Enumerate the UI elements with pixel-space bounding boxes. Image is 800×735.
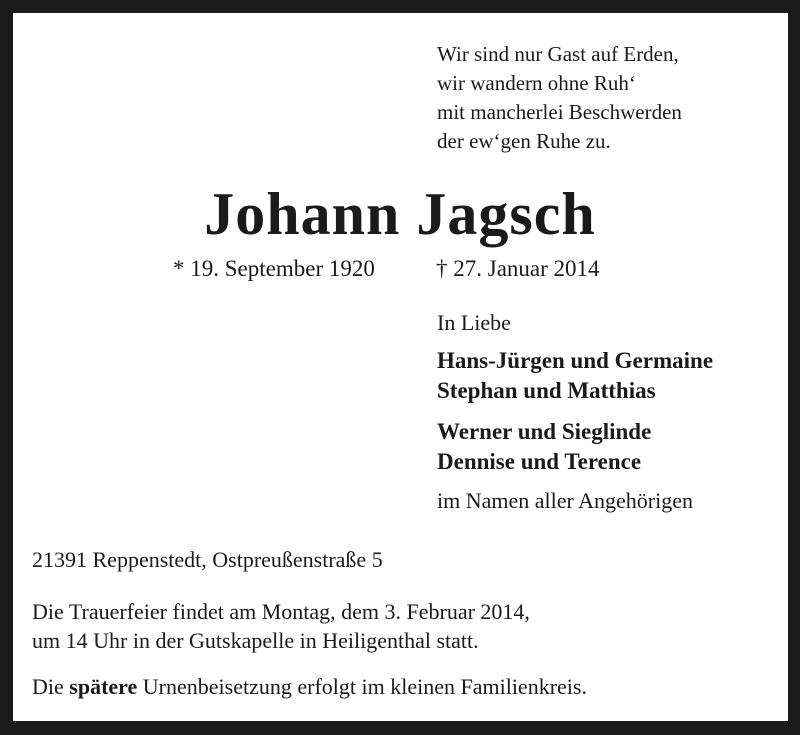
poem-line: wir wandern ohne Ruh‘ <box>437 71 636 95</box>
funeral-notice <box>32 597 530 655</box>
death-date: † 27. Januar 2014 <box>436 256 600 281</box>
mourner-group-2 <box>437 417 651 477</box>
urn-emphasis: spätere <box>69 674 138 699</box>
funeral-line: um 14 Uhr in der Gutskapelle in Heiligenthal statt. <box>32 628 479 653</box>
mourner-group-1 <box>437 346 713 406</box>
mourner-line: Hans-Jürgen und Germaine <box>437 348 714 373</box>
mourner-line: Stephan und Matthias <box>437 378 656 403</box>
poem-line: der ew‘gen Ruhe zu. <box>437 129 611 153</box>
poem-line: mit mancherlei Beschwerden <box>437 100 682 124</box>
in-love-intro: In Liebe <box>437 310 511 335</box>
deceased-name: Johann Jagsch <box>204 181 596 247</box>
mourner-line: Dennise und Terence <box>437 449 642 474</box>
urn-prefix: Die <box>32 674 64 699</box>
urn-notice <box>32 672 587 702</box>
poem-line: Wir sind nur Gast auf Erden, <box>437 42 679 66</box>
on-behalf-line: im Namen aller Angehörigen <box>437 488 693 513</box>
poem <box>437 40 682 156</box>
urn-suffix: Urnenbeisetzung erfolgt im kleinen Familienkreis. <box>142 674 587 699</box>
mourner-line: Werner und Sieglinde <box>437 419 652 444</box>
birth-date: * 19. September 1920 <box>173 256 375 281</box>
address: 21391 Reppenstedt, Ostpreußenstraße 5 <box>32 547 383 572</box>
funeral-line: Die Trauerfeier findet am Montag, dem 3. Februar 2014, <box>32 599 530 624</box>
